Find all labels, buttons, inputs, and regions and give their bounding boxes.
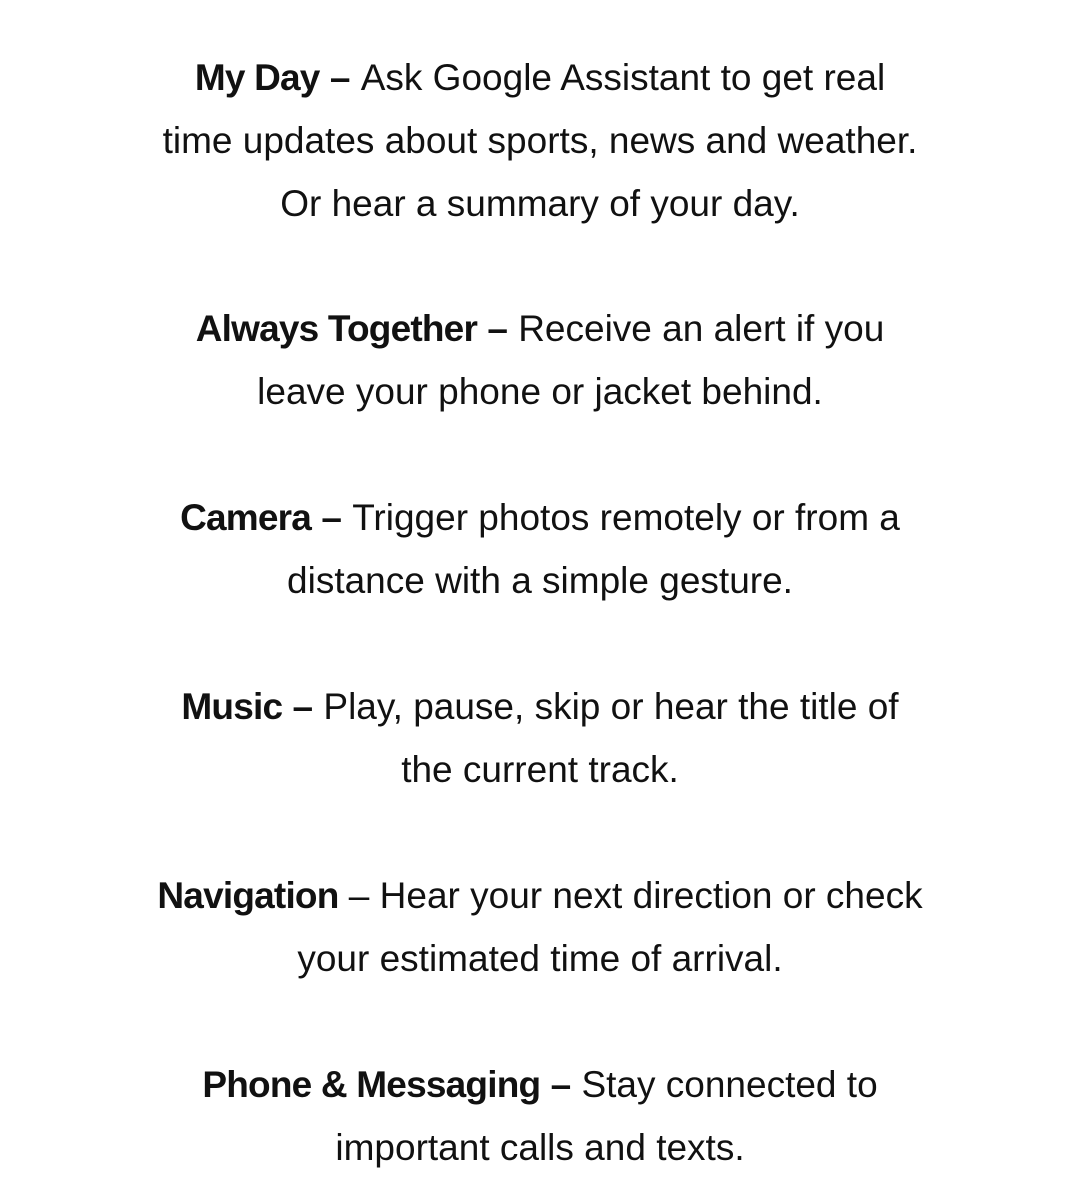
feature-dash: – [319,57,361,98]
feature-description: Play, pause, skip or hear the title of [323,686,899,727]
feature-dash: – [282,686,324,727]
feature-dash: – [540,1064,582,1105]
feature-description: Receive an alert if you [518,308,885,349]
feature-description-line: time updates about sports, news and weather. [162,120,918,161]
feature-phone-messaging [0,1053,1080,1179]
feature-dash: – [311,497,353,538]
feature-camera [0,486,1080,612]
feature-line [0,864,1080,927]
feature-title: My Day [194,57,320,98]
feature-line [0,675,1080,738]
feature-description-line: the current track. [401,749,679,790]
feature-line [0,486,1080,549]
feature-description: Hear your next direction or check [379,875,923,916]
feature-title: Always Together [195,308,478,349]
feature-description-line: Or hear a summary of your day. [280,183,800,224]
feature-dash: – [477,308,519,349]
feature-music [0,675,1080,801]
feature-always-together [0,297,1080,423]
feature-description-line: important calls and texts. [335,1127,745,1168]
feature-title: Camera [180,497,312,538]
feature-title: Phone & Messaging [202,1064,541,1105]
feature-description-line: distance with a simple gesture. [287,560,793,601]
feature-line [0,1053,1080,1116]
feature-description: Ask Google Assistant to get real [360,57,886,98]
feature-title: Music [181,686,283,727]
feature-description: Stay connected to [581,1064,878,1105]
feature-dash: – [338,875,380,916]
feature-description-line: your estimated time of arrival. [297,938,783,979]
feature-my-day [0,46,1080,235]
feature-navigation [0,864,1080,990]
feature-description: Trigger photos remotely or from a [352,497,900,538]
feature-description-line: leave your phone or jacket behind. [257,371,823,412]
feature-title: Navigation [157,875,339,916]
feature-line [0,46,1080,109]
feature-line [0,297,1080,360]
